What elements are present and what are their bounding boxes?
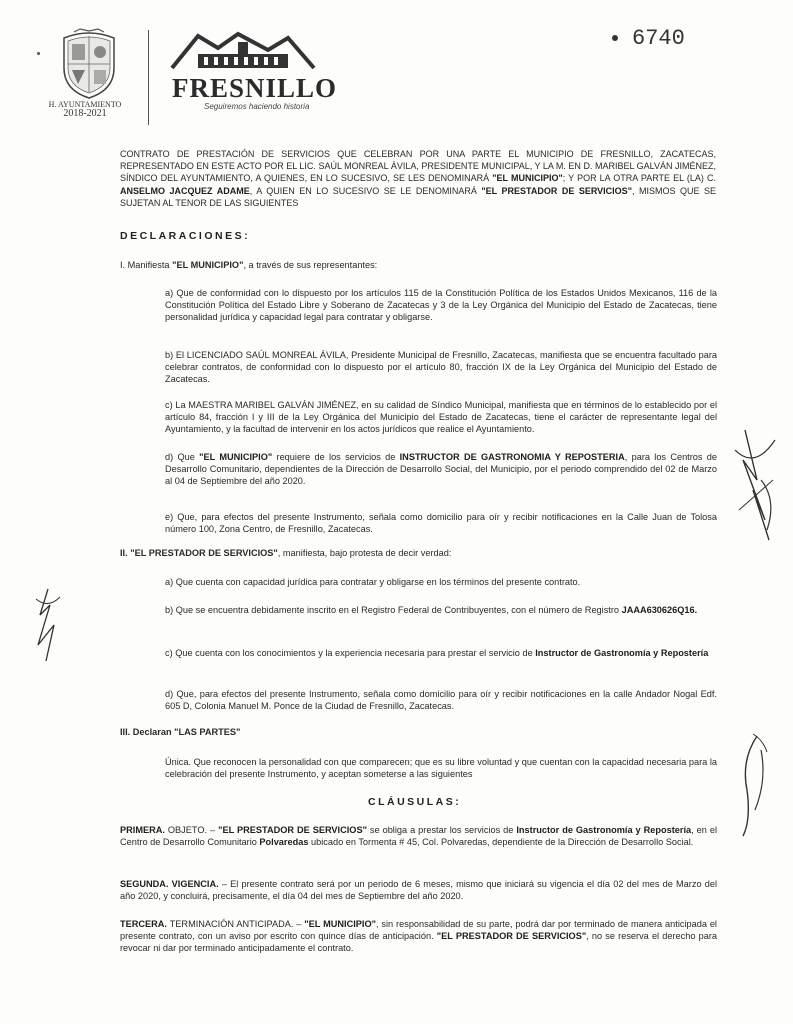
brand-name: FRESNILLO — [172, 73, 338, 103]
contract-intro: CONTRATO DE PRESTACIÓN DE SERVICIOS QUE CELEBRAN POR UNA PARTE EL MUNICIPIO DE FRESNILLO, ZACATECAS, REPRESENTADO EN ESTE ACTO POR EL LIC. SAÚL MONREAL ÁVILA, PRESIDENTE MUNICIPAL, Y LA M. EN D. MARIBEL GALVÁN JIMÉNEZ, SÍNDICO DEL AYUNTAMIENTO, A QUIENES, EN LO SUCESIVO, SE LES DENOMINARÁ "EL MUNICIPIO"; Y POR LA OTRA PARTE EL (LA) C. ANSELMO JACQUEZ ADAME, A QUIEN EN LO SUCESIVO SE LE DENOMINARÁ "EL PRESTADOR DE SERVICIOS", MISMOS QUE SE SUJETAN AL TENOR DE LAS SIGUIENTES — [120, 149, 717, 208]
declaracion-i-d: d) Que "EL MUNICIPIO" requiere de los servicios de INSTRUCTOR DE GASTRONOMIA Y REPOSTERIA, para los Centros de Desarrollo Comunitario, dependientes de la Dirección de Desarrollo Social, del Municipio, por el periodo comprendido del 02 de Marzo al 04 de Septiembre del año 2020. — [165, 452, 718, 487]
section-i: I. Manifiesta "EL MUNICIPIO", a través de sus representantes: — [120, 260, 378, 270]
declaracion-ii-a: a) Que cuenta con capacidad jurídica para contratar y obligarse en los términos del presente contrato. — [165, 577, 581, 587]
section-ii: II. "EL PRESTADOR DE SERVICIOS", manifiesta, bajo protesta de decir verdad: — [120, 548, 452, 558]
signature-left-margin — [28, 585, 68, 665]
brand-slogan: Seguiremos haciendo historia — [204, 102, 310, 111]
declaracion-ii-d: d) Que, para efectos del presente Instrumento, señala como domicilio para oír y recibir notificaciones en la calle Andador Nogal Edf. 605 D, Colonia Manuel M. Ponce de la Ciudad de Fresnillo, Zacatecas. — [165, 689, 717, 712]
clausula-segunda: SEGUNDA. VIGENCIA. – El presente contrato será por un periodo de 6 meses, mismo que iniciará su vigencia el día 02 del mes de Marzo del año 2020, y concluirá, precisamente, el día 04 del mes de Septiembre del año 2020. — [120, 879, 717, 902]
section-iii: III. Declaran "LAS PARTES" — [120, 727, 241, 737]
clausula-primera: PRIMERA. OBJETO. – "EL PRESTADOR DE SERVICIOS" se obliga a prestar los servicios de Instructor de Gastronomía y Repostería, en el Centro de Desarrollo Comunitario Polvaredas ubicado en Tormenta # 45, Col. Polvaredas, dependiente de la Dirección de Desarrollo Social. — [120, 825, 717, 848]
clausula-tercera: TERCERA. TERMINACIÓN ANTICIPADA. – "EL MUNICIPIO", sin responsabilidad de su parte, podrá dar por terminado de manera anticipada el presente contrato, con un aviso por escrito con quince días de anticipación. "EL PRESTADOR DE SERVICIOS", no se reserva el derecho para revocar ni dar por terminado anticipadamente el contrato. — [120, 919, 718, 954]
declaracion-ii-b: b) Que se encuentra debidamente inscrito en el Registro Federal de Contribuyentes, con el número de Registro JAAA630626Q16. — [165, 605, 698, 615]
document-number: 6740 — [612, 26, 685, 51]
declaracion-i-e: e) Que, para efectos del presente Instrumento, señala como domicilio para oír y recibir notificaciones en la Calle Juan de Tolosa número 100, Zona Centro, de Fresnillo, Zacatecas. — [165, 512, 717, 535]
declaracion-i-a: a) Que de conformidad con lo dispuesto por los artículos 115 de la Constitución Política de los Estados Unidos Mexicanos, 116 de la Constitución Política del Estado Libre y Soberano de Zacatecas y 3 de la Ley Orgánica del Municipio del Estado de Zacatecas, tiene personalidad jurídica y capacidad legal para contratar y obligarse. — [165, 288, 717, 323]
declaracion-i-c: c) La MAESTRA MARIBEL GALVÁN JIMÉNEZ, en su calidad de Síndico Municipal, manifiesta que en términos de lo establecido por el artículo 84, fracción I y III de la Ley Orgánica del Municipio del Estado de Zacatecas, tiene el carácter de representante legal del Ayuntamiento, y la facultad de intervenir en los actos jurídicos que realice el Ayuntamiento. — [165, 400, 717, 435]
ayuntamiento-label: H. AYUNTAMIENTO 2018-2021 — [48, 100, 122, 119]
signature-right-margin-upper — [725, 420, 785, 550]
declaracion-i-b: b) El LICENCIADO SAÚL MONREAL ÁVILA, Presidente Municipal de Fresnillo, Zacatecas, manifiesta que se encuentra facultado para celebrar contratos, de conformidad con lo dispuesto por el artículo 80, fracción IX de la Ley Orgánica del Municipio del Estado de Zacatecas. — [165, 350, 717, 385]
clausulas-heading: CLÁUSULAS: — [368, 796, 462, 808]
signature-right-margin-lower — [733, 730, 773, 840]
declaracion-unica: Única. Que reconocen la personalidad con que comparecen; que es su libre voluntad y que cuentan con la capacidad necesaria para la celebración del presente Instrumento, y aceptan someterse a las siguientes — [165, 757, 717, 780]
declaracion-ii-c: c) Que cuenta con los conocimientos y la experiencia necesaria para prestar el servicio de Instructor de Gastronomía y Repostería — [165, 648, 709, 658]
declaraciones-heading: DECLARACIONES: — [120, 230, 251, 242]
